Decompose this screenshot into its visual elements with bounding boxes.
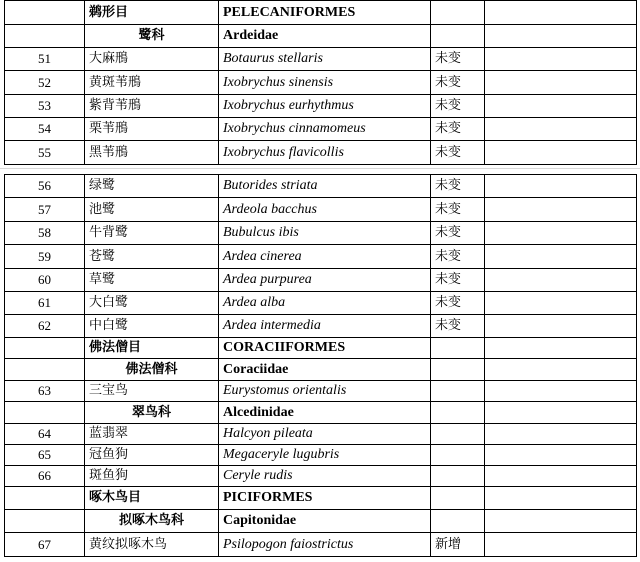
notes-cell xyxy=(485,141,637,165)
family-row xyxy=(5,25,637,48)
species-row xyxy=(5,381,637,402)
species-latin-name: Bubulcus ibis xyxy=(219,222,431,245)
species-status xyxy=(431,424,485,445)
species-number: 58 xyxy=(5,222,85,245)
order-chinese-name: 佛法僧目 xyxy=(85,338,219,359)
species-table-top xyxy=(4,0,637,165)
species-chinese-name: 黄斑苇鳽 xyxy=(85,71,219,95)
number-cell xyxy=(5,510,85,533)
number-cell xyxy=(5,487,85,510)
notes-cell xyxy=(485,25,637,48)
species-table-bottom xyxy=(4,174,637,557)
species-table-top-body xyxy=(5,1,637,165)
species-chinese-name: 斑鱼狗 xyxy=(85,466,219,487)
species-status: 未变 xyxy=(431,198,485,222)
family-row xyxy=(5,359,637,381)
species-chinese-name: 黑苇鳽 xyxy=(85,141,219,165)
species-row xyxy=(5,269,637,292)
species-status xyxy=(431,445,485,466)
species-number: 54 xyxy=(5,118,85,141)
species-status: 未变 xyxy=(431,245,485,269)
species-number: 63 xyxy=(5,381,85,402)
notes-cell xyxy=(485,466,637,487)
notes-cell xyxy=(485,118,637,141)
species-chinese-name: 三宝鸟 xyxy=(85,381,219,402)
notes-cell xyxy=(485,510,637,533)
species-row xyxy=(5,222,637,245)
family-chinese-name: 鹭科 xyxy=(85,25,219,48)
species-chinese-name: 黄纹拟啄木鸟 xyxy=(85,533,219,557)
notes-cell xyxy=(485,487,637,510)
species-status: 未变 xyxy=(431,315,485,338)
species-latin-name: Ixobrychus eurhythmus xyxy=(219,95,431,118)
family-row xyxy=(5,510,637,533)
species-chinese-name: 中白鹭 xyxy=(85,315,219,338)
status-cell xyxy=(431,338,485,359)
notes-cell xyxy=(485,198,637,222)
notes-cell xyxy=(485,315,637,338)
order-chinese-name: 鹈形目 xyxy=(85,1,219,25)
species-chinese-name: 栗苇鳽 xyxy=(85,118,219,141)
species-row xyxy=(5,424,637,445)
notes-cell xyxy=(485,245,637,269)
order-row xyxy=(5,338,637,359)
species-status: 未变 xyxy=(431,269,485,292)
species-table-bottom-body xyxy=(5,175,637,557)
species-status xyxy=(431,381,485,402)
species-row xyxy=(5,315,637,338)
species-chinese-name: 大麻鳽 xyxy=(85,48,219,71)
species-row xyxy=(5,71,637,95)
species-number: 60 xyxy=(5,269,85,292)
species-row xyxy=(5,292,637,315)
species-chinese-name: 草鹭 xyxy=(85,269,219,292)
family-latin-name: Coraciidae xyxy=(219,359,431,381)
species-chinese-name: 紫背苇鳽 xyxy=(85,95,219,118)
notes-cell xyxy=(485,381,637,402)
species-row xyxy=(5,198,637,222)
notes-cell xyxy=(485,292,637,315)
number-cell xyxy=(5,359,85,381)
species-chinese-name: 牛背鹭 xyxy=(85,222,219,245)
notes-cell xyxy=(485,338,637,359)
species-row xyxy=(5,141,637,165)
species-latin-name: Ixobrychus flavicollis xyxy=(219,141,431,165)
species-latin-name: Ardea purpurea xyxy=(219,269,431,292)
species-number: 52 xyxy=(5,71,85,95)
species-latin-name: Eurystomus orientalis xyxy=(219,381,431,402)
notes-cell xyxy=(485,222,637,245)
number-cell xyxy=(5,338,85,359)
number-cell xyxy=(5,25,85,48)
status-cell xyxy=(431,1,485,25)
species-number: 66 xyxy=(5,466,85,487)
species-row xyxy=(5,95,637,118)
species-number: 59 xyxy=(5,245,85,269)
notes-cell xyxy=(485,424,637,445)
species-latin-name: Psilopogon faiostrictus xyxy=(219,533,431,557)
family-chinese-name: 翠鸟科 xyxy=(85,402,219,424)
species-status: 未变 xyxy=(431,71,485,95)
species-latin-name: Ceryle rudis xyxy=(219,466,431,487)
species-chinese-name: 蓝翡翠 xyxy=(85,424,219,445)
notes-cell xyxy=(485,533,637,557)
notes-cell xyxy=(485,269,637,292)
species-row xyxy=(5,48,637,71)
species-number: 51 xyxy=(5,48,85,71)
notes-cell xyxy=(485,359,637,381)
species-latin-name: Ardea intermedia xyxy=(219,315,431,338)
species-number: 61 xyxy=(5,292,85,315)
status-cell xyxy=(431,359,485,381)
notes-cell xyxy=(485,48,637,71)
order-latin-name: PELECANIFORMES xyxy=(219,1,431,25)
species-status xyxy=(431,466,485,487)
species-status: 未变 xyxy=(431,175,485,198)
order-latin-name: PICIFORMES xyxy=(219,487,431,510)
species-chinese-name: 池鹭 xyxy=(85,198,219,222)
species-status: 新增 xyxy=(431,533,485,557)
status-cell xyxy=(431,402,485,424)
species-chinese-name: 绿鹭 xyxy=(85,175,219,198)
species-latin-name: Ixobrychus cinnamomeus xyxy=(219,118,431,141)
species-number: 62 xyxy=(5,315,85,338)
number-cell xyxy=(5,402,85,424)
species-latin-name: Ardea cinerea xyxy=(219,245,431,269)
species-number: 55 xyxy=(5,141,85,165)
species-row xyxy=(5,533,637,557)
species-latin-name: Ixobrychus sinensis xyxy=(219,71,431,95)
notes-cell xyxy=(485,445,637,466)
species-latin-name: Megaceryle lugubris xyxy=(219,445,431,466)
species-number: 67 xyxy=(5,533,85,557)
species-number: 53 xyxy=(5,95,85,118)
status-cell xyxy=(431,25,485,48)
order-row xyxy=(5,487,637,510)
species-chinese-name: 冠鱼狗 xyxy=(85,445,219,466)
family-row xyxy=(5,402,637,424)
page-break-line xyxy=(0,168,640,169)
family-latin-name: Ardeidae xyxy=(219,25,431,48)
order-chinese-name: 啄木鸟目 xyxy=(85,487,219,510)
notes-cell xyxy=(485,1,637,25)
family-latin-name: Capitonidae xyxy=(219,510,431,533)
family-chinese-name: 佛法僧科 xyxy=(85,359,219,381)
notes-cell xyxy=(485,71,637,95)
species-row xyxy=(5,118,637,141)
status-cell xyxy=(431,487,485,510)
species-number: 57 xyxy=(5,198,85,222)
species-number: 56 xyxy=(5,175,85,198)
species-latin-name: Ardeola bacchus xyxy=(219,198,431,222)
species-row xyxy=(5,245,637,269)
species-row xyxy=(5,445,637,466)
species-latin-name: Ardea alba xyxy=(219,292,431,315)
species-chinese-name: 大白鹭 xyxy=(85,292,219,315)
species-row xyxy=(5,175,637,198)
species-status: 未变 xyxy=(431,292,485,315)
notes-cell xyxy=(485,175,637,198)
species-status: 未变 xyxy=(431,48,485,71)
species-latin-name: Butorides striata xyxy=(219,175,431,198)
species-number: 65 xyxy=(5,445,85,466)
notes-cell xyxy=(485,95,637,118)
species-status: 未变 xyxy=(431,222,485,245)
species-status: 未变 xyxy=(431,95,485,118)
family-latin-name: Alcedinidae xyxy=(219,402,431,424)
number-cell xyxy=(5,1,85,25)
status-cell xyxy=(431,510,485,533)
species-status: 未变 xyxy=(431,141,485,165)
order-latin-name: CORACIIFORMES xyxy=(219,338,431,359)
species-number: 64 xyxy=(5,424,85,445)
species-chinese-name: 苍鹭 xyxy=(85,245,219,269)
species-latin-name: Halcyon pileata xyxy=(219,424,431,445)
species-status: 未变 xyxy=(431,118,485,141)
species-row xyxy=(5,466,637,487)
notes-cell xyxy=(485,402,637,424)
species-latin-name: Botaurus stellaris xyxy=(219,48,431,71)
family-chinese-name: 拟啄木鸟科 xyxy=(85,510,219,533)
order-row xyxy=(5,1,637,25)
